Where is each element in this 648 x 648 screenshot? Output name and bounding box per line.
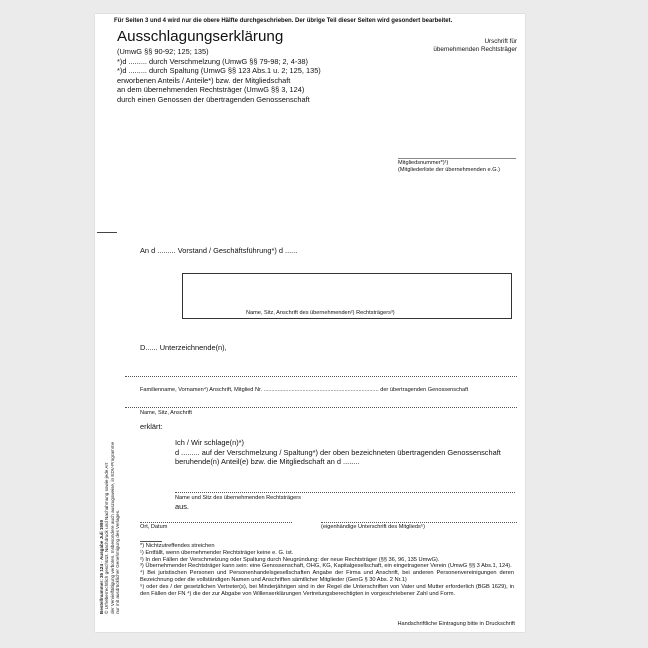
header-line: erworbenen Anteils / Anteile*) bzw. der Mitgliedschaft — [117, 75, 291, 85]
footnote: ²) In den Fällen der Verschmelzung oder Spaltung durch Neugründung: der neue Rechtsträger (§§ 36, 96, 135 UmwG). — [140, 556, 440, 563]
undersigned-line[interactable] — [125, 376, 517, 377]
signature-line[interactable] — [321, 522, 517, 523]
footnotes — [140, 543, 514, 597]
member-number-label: Mitgliedsnummer*)¹) — [398, 160, 449, 166]
imprint-line: Bestellnummer: 35 124 · Ausgabe Juli 1999 — [99, 519, 104, 614]
declaration-line: beruhende(n) Anteil(e) bzw. die Mitgliedschaft an d ........ — [175, 457, 360, 466]
imprint-line: der Vervielfältigung verboten. Insbesondere auch auszugsweise, in EDV-Programme — [109, 441, 115, 614]
member-number-label-block — [398, 160, 500, 174]
name-sitz-label: Name, Sitz, Anschrift — [140, 410, 192, 416]
top-note: Für Seiten 3 und 4 wird nur die obere Hälfte durchgeschrieben. Der übrige Teil dieser Seiten wird gesondert bearbeitet. — [114, 18, 453, 24]
company-label: Name und Sitz des übernehmenden Rechtsträgers — [175, 495, 301, 501]
footnote: ⁴) Bei juristischen Personen und Personenhandelsgesellschaften Angabe der Firma und Anschrift, bei anderen Personenvereinigungen deren Bezeichnung oder die vollständigen Namen und Anschriften sämtlicher Mitglieder (GenG § 30 Abs. 2 Nr.1) — [140, 570, 514, 583]
signature-label: (eigenhändige Unterschrift des Mitglieds⁵) — [321, 524, 425, 530]
footnote: ¹) Entfällt, wenn übernehmender Rechtsträger keine e. G. ist. — [140, 549, 294, 556]
form-title: Ausschlagungserklärung — [117, 28, 284, 45]
header-line: (UmwG §§ 90-92; 125; 135) — [117, 47, 209, 56]
side-imprint — [99, 442, 120, 614]
footnote-rule — [140, 541, 162, 542]
member-name-label: Familienname, Vornamen⁴) Anschrift, Mitglied Nr. .......................................................................... der übertragenden Genossenschaft — [140, 387, 469, 393]
name-sitz-line[interactable] — [125, 407, 517, 408]
company-line[interactable] — [175, 492, 515, 493]
place-date-label: Ort, Datum — [140, 524, 168, 530]
header-lines — [117, 47, 321, 105]
undersigned-label: D...... Unterzeichnende(n), — [140, 343, 227, 352]
addressee-line: An d ......... Vorstand / Geschäftsführung*) d ...... — [140, 246, 298, 255]
aus-text: aus. — [175, 502, 189, 511]
form-page — [95, 14, 525, 632]
header-line: durch einen Genossen der übertragenden Genossenschaft — [117, 94, 310, 104]
footnote: ³) Übernehmender Rechtsträger kann sein: eine Genossenschaft, OHG, KG, Kapitalgesellschaft, ein eingetragener Verein (UmwG §§ 3 Abs.1, 124). — [140, 563, 512, 570]
member-number-line[interactable] — [398, 158, 516, 159]
header-line: *)d ......... durch Spaltung (UmwG §§ 123 Abs.1 u. 2; 125, 135) — [117, 66, 321, 76]
imprint-line: nur mit ausdrücklicher Genehmigung des Verlages. — [114, 509, 120, 614]
footnote: ⁵) oder des / der gesetzlichen Vertreter(s), bei Minderjährigen sind in der Regel die Unterschriften von Vater und Mutter erforderlich (BGB 1629), in den Fällen der FN ⁴) die der zur Abgabe von Willenserklärungen Vertretungsberechtigten in vorgeschriebener Zahl und Form. — [140, 583, 514, 597]
footnote: *) Nichtzutreffendes streichen — [140, 543, 215, 549]
place-date-line[interactable] — [140, 522, 292, 523]
member-number-sublabel: (Mitgliederliste der übernehmenden e.G.) — [398, 167, 500, 173]
copy-note — [433, 38, 517, 54]
copy-note-line: übernehmenden Rechtsträger — [433, 46, 517, 53]
addressee-box-label: Name, Sitz, Anschrift des übernehmenden²) Rechtsträgers³) — [246, 310, 395, 316]
bottom-note: Handschriftliche Eintragung bitte in Druckschrift — [397, 621, 515, 627]
declaration-line: Ich / Wir schlage(n)*) — [175, 438, 244, 447]
header-line: an dem übernehmenden Rechtsträger (UmwG §§ 3, 124) — [117, 85, 305, 95]
declares-label: erklärt: — [140, 422, 163, 431]
declaration-text — [175, 438, 501, 467]
declaration-line: d ......... auf der Verschmelzung / Spaltung*) der oben bezeichneten übertragenden Genossenschaft — [175, 447, 501, 457]
fold-mark — [97, 232, 117, 233]
imprint-line: © Urheberrechtlich geschützt. Nachdruck und Nachahmung sowie jede Art — [104, 462, 110, 614]
header-line: *)d ......... durch Verschmelzung (UmwG §§ 79-98; 2, 4-38) — [117, 56, 309, 66]
copy-note-line: Urschrift für — [484, 38, 517, 45]
